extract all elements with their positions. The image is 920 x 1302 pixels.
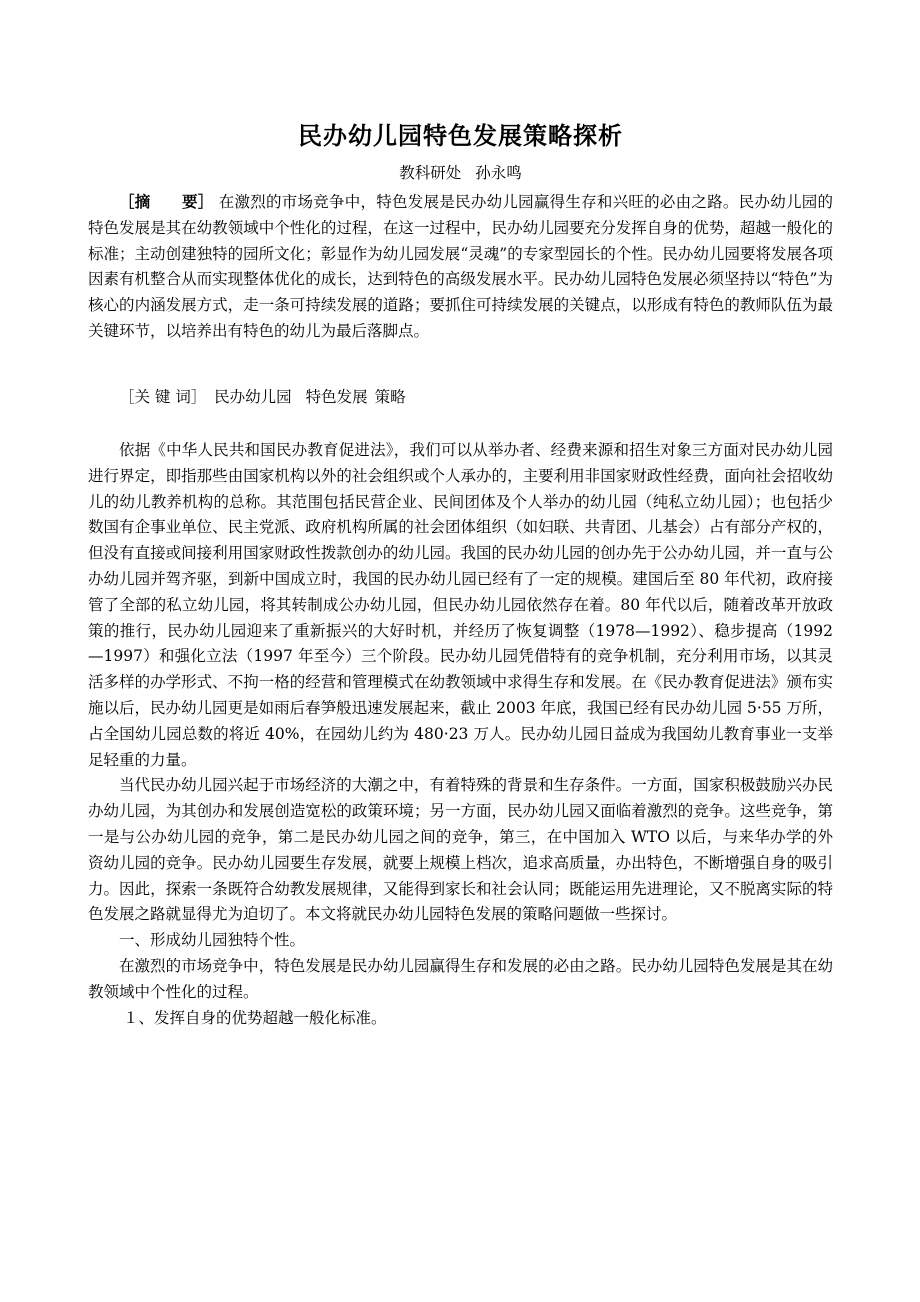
body-paragraph: 当代民办幼儿园兴起于市场经济的大潮之中，有着特殊的背景和生存条件。一方面，国家积极鼓励兴办民办幼儿园，为其创办和发展创造宽松的政策环境；另一方面，民办幼儿园又面临着激烈的竞争。这些竞争，第一是与公办幼儿园的竞争，第二是民办幼儿园之间的竞争，第三，在中国加入 WTO 以后，与来华办学的外资幼儿园的竞争。民办幼儿园要生存发展，就要上规模上档次，追求高质量，办出特色，不断增强自身的吸引力。因此，探索一条既符合幼教发展规律，又能得到家长和社会认同；既能运用先进理论，又不脱离实际的特色发展之路就显得尤为迫切了。本文将就民办幼儿园特色发展的策略问题做一些探讨。 (88, 776, 833, 924)
abstract-label: ［摘 要］ (119, 192, 214, 211)
keyword: 特色发展 (305, 388, 368, 406)
section-heading: 一、形成幼儿园独特个性。 (119, 931, 306, 950)
byline (88, 162, 833, 184)
body-paragraph: 在激烈的市场竞争中，特色发展是民办幼儿园赢得生存和发展的必由之路。民办幼儿园特色发展是其在幼教领域中个性化的过程。 (88, 956, 833, 1001)
article-body (88, 438, 833, 1031)
document-title: 民办幼儿园特色发展策略探析 (298, 122, 623, 150)
subsection-heading: １、发挥自身的优势超越一般化标准。 (123, 1008, 387, 1027)
body-paragraph: 依据《中华人民共和国民办教育促进法》，我们可以从举办者、经费来源和招生对象三方面对民办幼儿园进行界定，即指那些由国家机构以外的社会组织或个人承办的，主要利用非国家财政性经费，面向社会招收幼儿的幼儿教养机构的总称。其范围包括民营企业、民间团体及个人举办的幼儿园（纯私立幼儿园）；也包括少数国有企事业单位、民主党派、政府机构所属的社会团体组织（如妇联、共青团、儿基会）占有部分产权的，但没有直接或间接利用国家财政性拨款创办的幼儿园。我国的民办幼儿园的创办先于公办幼儿园，并一直与公办幼儿园并驾齐驱，到新中国成立时，我国的民办幼儿园已经有了一定的规模。建国后至 80 年代初，政府接管了全部的私立幼儿园，将其转制成公办幼儿园，但民办幼儿园依然存在着。80 年代以后，随着改革开放政策的推行，民办幼儿园迎来了重新振兴的大好时机，并经历了恢复调整（1978—1992）、稳步提高（1992—1997）和强化立法（1997 年至今）三个阶段。民办幼儿园凭借特有的竞争机制，充分利用市场，以其灵活多样的办学形式、不拘一格的经营和管理模式在幼教领域中求得生存和发展。在《民办教育促进法》颁布实施以后，民办幼儿园更是如雨后春笋般迅速发展起来，截止 2003 年底，我国已经有民办幼儿园 5·55 万所，占全国幼儿园总数的将近 40%，在园幼儿约为 480·23 万人。民办幼儿园日益成为我国幼儿教育事业一支举足轻重的力量。 (88, 441, 833, 769)
keyword: 民办幼儿园 (214, 388, 292, 406)
abstract-text: 在激烈的市场竞争中，特色发展是民办幼儿园赢得生存和兴旺的必由之路。民办幼儿园的特色发展是其在幼教领域中个性化的过程，在这一过程中，民办幼儿园要充分发挥自身的优势，超越一般化的标准；主动创建独特的园所文化；彰显作为幼儿园发展“灵魂”的专家型园长的个性。民办幼儿园要将发展各项因素有机整合从而实现整体优化的成长，达到特色的高级发展水平。民办幼儿园特色发展必须坚持以“特色”为核心的内涵发展方式，走一条可持续发展的道路；要抓住可持续发展的关键点，以形成有特色的教师队伍为最关键环节，以培养出有特色的幼儿为最后落脚点。 (88, 193, 833, 340)
author-name: 孙永鸣 (475, 164, 522, 182)
keywords-line (88, 385, 833, 411)
abstract (88, 189, 833, 345)
keyword: 策略 (374, 388, 406, 406)
keywords-label: ［关 键 词］ (119, 388, 199, 406)
author-department: 教科研处 (399, 164, 462, 182)
